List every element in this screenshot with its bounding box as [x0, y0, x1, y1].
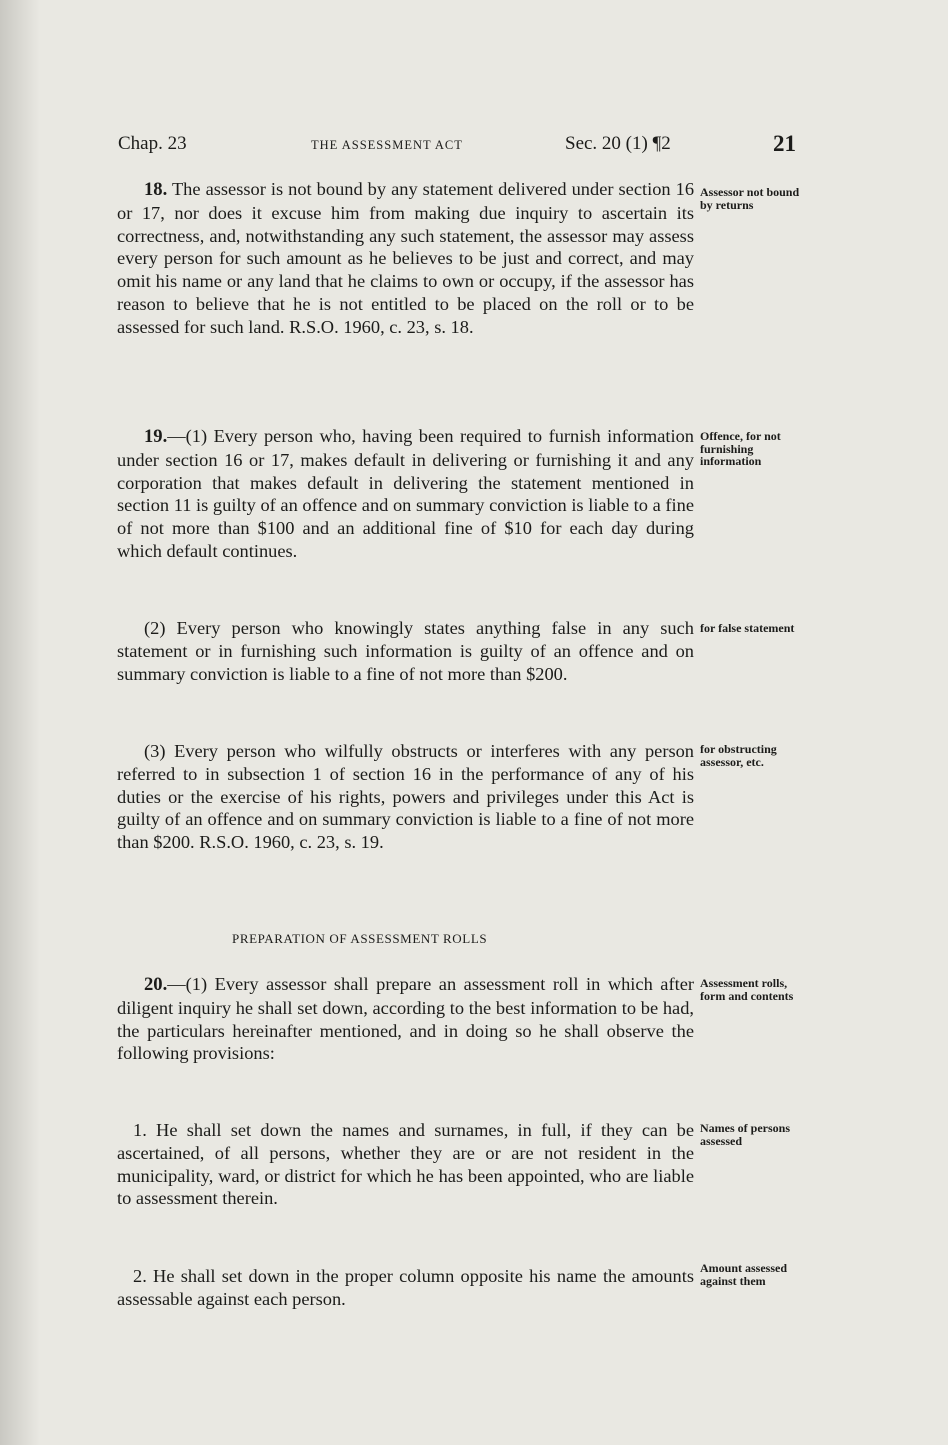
- section-text: —(1) Every assessor shall prepare an assessment roll in which after diligent inquiry he shall set down, according to the best information to be had, the particulars hereinafter mentioned, and in doing so he shall observe the following provisions:: [117, 974, 694, 1064]
- section-19-1: [117, 425, 694, 563]
- margin-note-assessment-rolls: Assessment rolls, form and contents: [700, 976, 794, 1003]
- page-number: 21: [773, 131, 796, 156]
- section-18: [117, 178, 694, 339]
- section-19-2: [117, 617, 694, 685]
- section-text: (2) Every person who knowingly states anything false in any such statement or in furnishing such information is guilty of an offence and on summary conviction is liable to a fine of not more than $200.: [117, 618, 694, 684]
- provision-1: [117, 1119, 694, 1210]
- margin-note-names-of-persons: Names of persons assessed: [700, 1121, 790, 1148]
- act-title: THE ASSESSMENT ACT: [311, 138, 463, 152]
- section-19-3: [117, 740, 694, 854]
- part-heading: PREPARATION OF ASSESSMENT ROLLS: [232, 931, 488, 946]
- section-reference: Sec. 20 (1) ¶2: [565, 133, 671, 154]
- binding-shadow: [0, 0, 40, 1445]
- margin-note-offence: Offence, for not furnishing information: [700, 429, 781, 468]
- section-text: —(1) Every person who, having been required to furnish information under section 16 or 17, makes default in delivering or furnishing it and any corporation that makes default in delivering the statement mentioned in section 11 is guilty of an offence and on summary conviction is liable to a fine of not more than $100 and an additional fine of $10 for each day during which default continues.: [117, 426, 694, 561]
- section-text: 2. He shall set down in the proper column opposite his name the amounts assessable against each person.: [117, 1266, 694, 1309]
- running-header: [118, 133, 808, 163]
- section-text: (3) Every person who wilfully obstructs or interferes with any person referred to in subsection 1 of section 16 in the performance of any of his duties or the exercise of his rights, powers and privileges under this Act is guilty of an offence and on summary conviction is liable to a fine of not more than $200. R.S.O. 1960, c. 23, s. 19.: [117, 741, 694, 853]
- section-text: 1. He shall set down the names and surnames, in full, if they can be ascertained, of all persons, whether they are or are not resident in the municipality, ward, or district for which he has been appointed, who are liable to assessment therein.: [117, 1120, 694, 1209]
- margin-note-assessor-not-bound: Assessor not bound by returns: [700, 185, 800, 212]
- chapter-label: Chap. 23: [118, 133, 187, 154]
- section-number: 18.: [144, 179, 168, 200]
- section-text: The assessor is not bound by any statement delivered under section 16 or 17, nor does it excuse him from making due inquiry to ascertain its correctness, and, notwithstanding any such statement, the assessor may assess every person for such amount as he believes to be just and correct, and may omit his name or any land that he claims to own or occupy, if the assessor has reason to believe that he is not entitled to be placed on the roll or to be assessed for such land. R.S.O. 1960, c. 23, s. 18.: [117, 179, 695, 337]
- section-number: 19.: [144, 426, 168, 447]
- margin-note-false-statement: for false statement: [700, 621, 795, 635]
- margin-note-obstructing: for obstructing assessor, etc.: [700, 742, 777, 769]
- provision-2: [117, 1265, 694, 1311]
- section-number: 20.: [144, 974, 168, 995]
- section-20-1: [117, 973, 694, 1065]
- margin-note-amount-assessed: Amount assessed against them: [700, 1261, 788, 1288]
